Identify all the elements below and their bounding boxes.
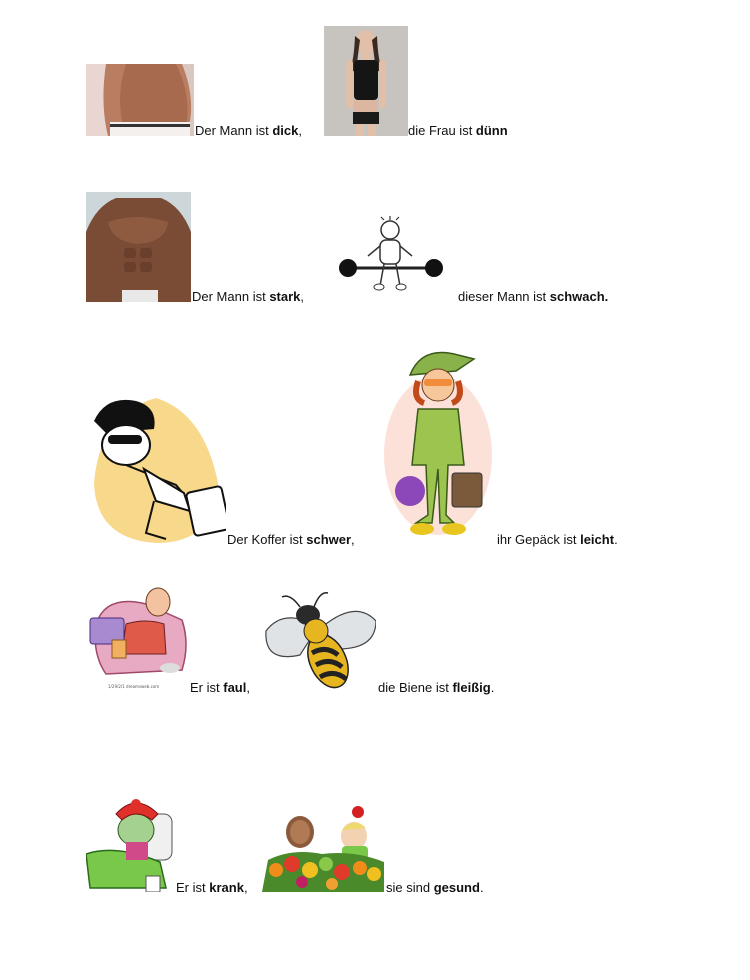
lazy-man-armchair-cartoon <box>86 584 192 692</box>
clipart-watermark: 1/29/2/1 dreamsweb.com <box>108 684 160 689</box>
man-heavy-suitcase-cartoon <box>86 393 226 545</box>
sentence-fleissig: die Biene ist fleißig. <box>378 680 495 695</box>
healthy-kids-vegetables-photo <box>262 804 384 892</box>
sentence-schwer: Der Koffer ist schwer, <box>227 532 355 547</box>
sentence-schwach: dieser Mann ist schwach. <box>458 289 609 304</box>
sentence-gesund: sie sind gesund. <box>386 880 484 895</box>
sentence-dick: Der Mann ist dick, <box>195 123 302 138</box>
muscular-man-photo <box>86 192 191 302</box>
sentence-faul: Er ist faul, <box>190 680 250 695</box>
sentence-stark: Der Mann ist stark, <box>192 289 305 304</box>
weak-man-barbell-drawing <box>338 216 446 292</box>
sentence-duenn: die Frau ist dünn <box>408 123 508 138</box>
fat-belly-photo <box>86 64 194 136</box>
sick-man-in-bed-cartoon <box>86 784 176 892</box>
bee-illustration <box>264 587 376 693</box>
sentence-krank: Er ist krank, <box>176 880 248 895</box>
sentence-leicht: ihr Gepäck ist leicht. <box>497 532 618 547</box>
woman-light-luggage-cartoon <box>382 345 494 545</box>
thin-woman-photo <box>324 26 408 136</box>
